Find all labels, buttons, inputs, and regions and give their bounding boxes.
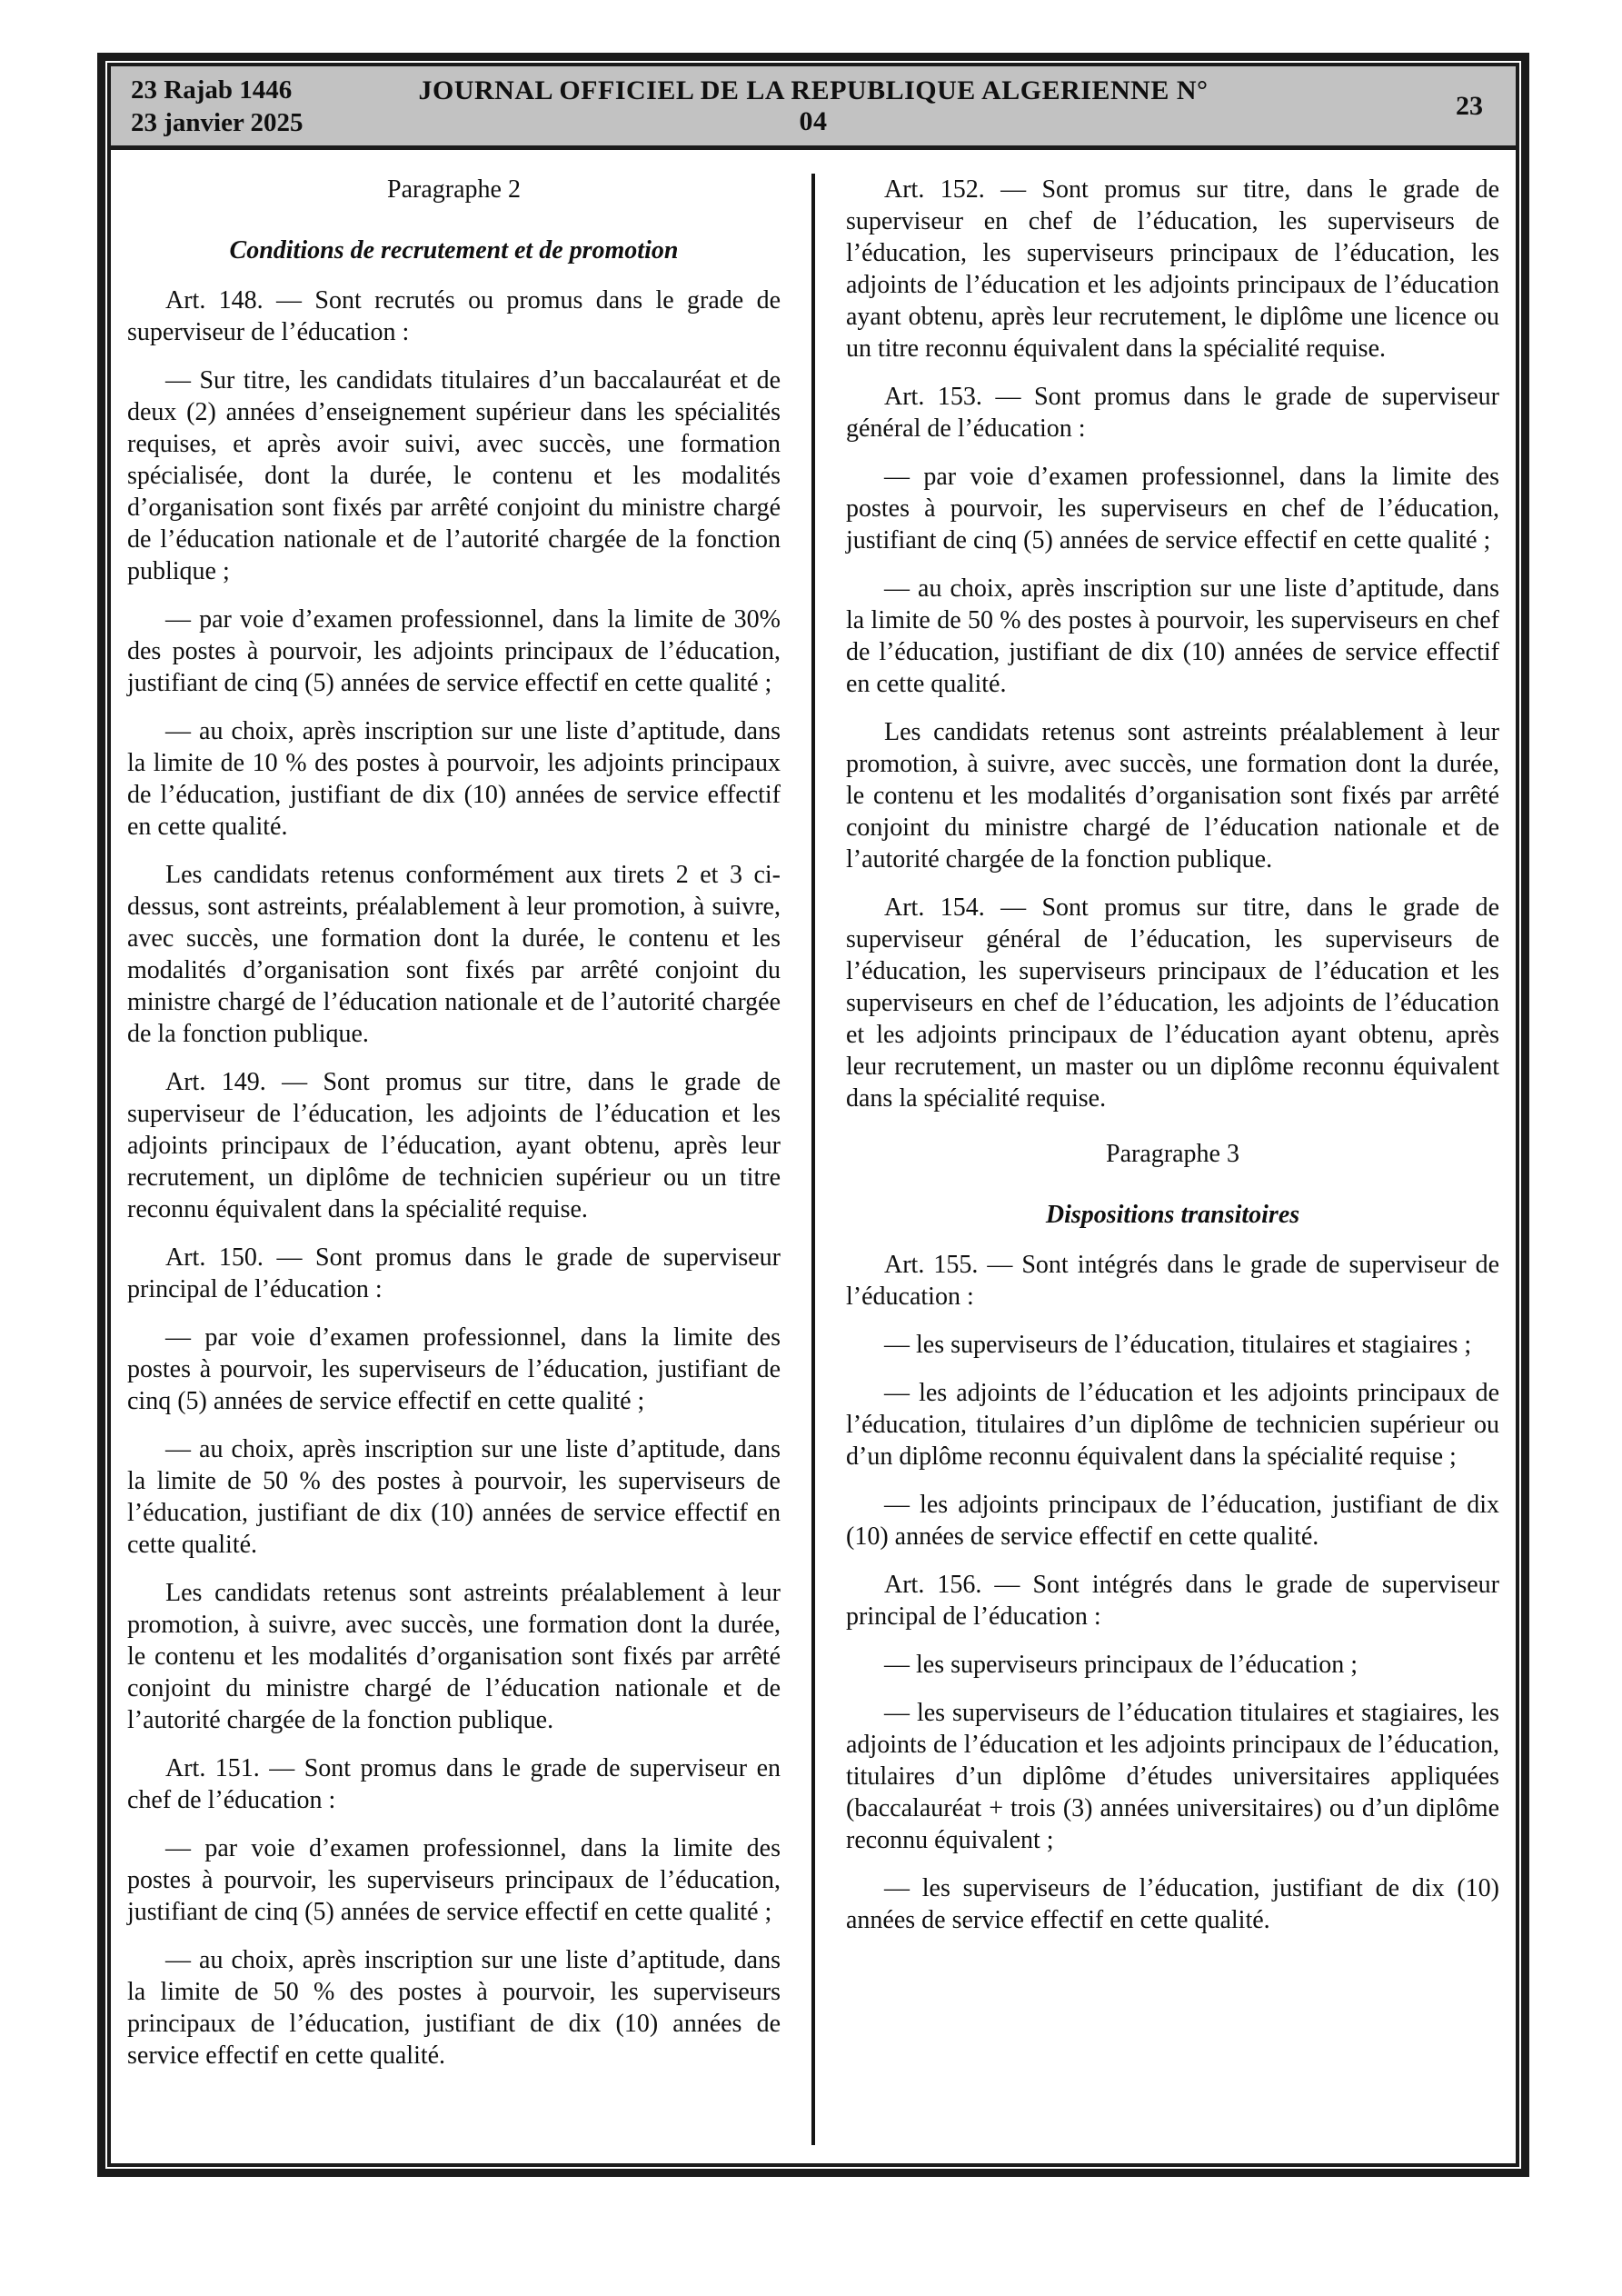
article-156-tiret-2: — les superviseurs de l’éducation titulaires et stagiaires, les adjoints de l’éducation et les adjoints principaux de l’éducation, titulaires d’un diplôme d’études universitaires appliquées (baccalauréat + trois (3) années universitaires) ou d’un diplôme reconnu équivalent ; [846,1699,1499,1854]
article-151-tiret-1: — par voie d’examen professionnel, dans la limite des postes à pourvoir, les superviseurs principaux de l’éducation, justifiant de cinq (5) années de service effectif en cette qualité ; [127,1834,781,1926]
left-column [127,174,781,2145]
article-155-tiret-2: — les adjoints de l’éducation et les adjoints principaux de l’éducation, titulaires d’un diplôme de technicien supérieur ou d’un diplôme reconnu équivalent dans la spécialité requise ; [846,1379,1499,1471]
page-number: 23 [1456,90,1483,121]
article-150-alinea: Les candidats retenus sont astreints préalablement à leur promotion, à suivre, avec succès, une formation dont la durée, le contenu et les modalités d’organisation sont fixés par arrêté conjoint du ministre chargé de l’éducation nationale et de l’autorité chargée de la fonction publique. [127,1579,781,1734]
article-149: Art. 149. — Sont promus sur titre, dans le grade de superviseur de l’éducation, les adjoints de l’éducation et les adjoints principaux de l’éducation, ayant obtenu, après leur recrutement, un diplôme de technicien supérieur ou un titre reconnu équivalent dans la spécialité requise. [127,1068,781,1223]
paragraphe-2-heading: Paragraphe 2 [387,175,521,204]
article-151-tiret-2: — au choix, après inscription sur une liste d’aptitude, dans la limite de 50 % des postes à pourvoir, les superviseurs principaux de l’éducation, justifiant de dix (10) années de service effectif en cette qualité. [127,1946,781,2070]
article-148-tiret-3: — au choix, après inscription sur une liste d’aptitude, dans la limite de 10 % des postes à pourvoir, les adjoints principaux de l’éducation, justifiant de dix (10) années de service effectif en cette qualité. [127,717,781,841]
article-154: Art. 154. — Sont promus sur titre, dans le grade de superviseur général de l’éducation, les superviseurs de l’éducation, les superviseurs principaux de l’éducation et les superviseurs en chef de l’éducation, les adjoints de l’éducation et les adjoints principaux de l’éducation ayant obtenu, après leur recrutement, un master ou un diplôme reconnu équivalent dans la spécialité requise. [846,893,1499,1113]
article-148-tiret-1: — Sur titre, les candidats titulaires d’un baccalauréat et de deux (2) années d’enseignement supérieur dans les spécialités requises, et après avoir suivi, avec succès, une formation spécialisée, dont la durée, le contenu et les modalités d’organisation sont fixés par arrêté conjoint du ministre chargé de l’éducation nationale et de l’autorité chargée de la fonction publique ; [127,366,781,585]
masthead [111,66,1516,150]
column-divider [811,174,815,2145]
article-155: Art. 155. — Sont intégrés dans le grade de superviseur de l’éducation : [846,1251,1499,1311]
article-153-tiret-1: — par voie d’examen professionnel, dans la limite des postes à pourvoir, les superviseurs en chef de l’éducation, justifiant de cinq (5) années de service effectif en cette qualité ; [846,463,1499,554]
article-156-tiret-1: — les superviseurs principaux de l’éducation ; [884,1651,1358,1679]
article-155-tiret-1: — les superviseurs de l’éducation, titulaires et stagiaires ; [884,1331,1472,1359]
article-155-tiret-3: — les adjoints principaux de l’éducation, justifiant de dix (10) années de service effectif en cette qualité. [846,1491,1499,1551]
article-150-tiret-2: — au choix, après inscription sur une liste d’aptitude, dans la limite de 50 % des postes à pourvoir, les superviseurs de l’éducation, justifiant de dix (10) années de service effectif en cette qualité. [127,1435,781,1559]
article-156: Art. 156. — Sont intégrés dans le grade de superviseur principal de l’éducation : [846,1571,1499,1631]
date-hijri: 23 Rajab 1446 [131,75,293,105]
article-148-alinea: Les candidats retenus conformément aux tirets 2 et 3 ci-dessus, sont astreints, préalablement à leur promotion, à suivre, avec succès, une formation dont la durée, le contenu et les modalités d’organisation sont fixés par arrêté conjoint du ministre chargé de l’éducation nationale et de l’autorité chargée de la fonction publique. [127,861,781,1048]
journal-title: JOURNAL OFFICIEL DE LA REPUBLIQUE ALGERIENNE N° 04 [418,75,1209,136]
article-151: Art. 151. — Sont promus dans le grade de superviseur en chef de l’éducation : [127,1754,781,1814]
article-150-tiret-1: — par voie d’examen professionnel, dans la limite des postes à pourvoir, les superviseurs de l’éducation, justifiant de cinq (5) années de service effectif en cette qualité ; [127,1323,781,1415]
article-152: Art. 152. — Sont promus sur titre, dans le grade de superviseur en chef de l’éducation, les superviseurs de l’éducation, les superviseurs principaux de l’éducation, les adjoints de l’éducation et les adjoints principaux de l’éducation ayant obtenu, après leur recrutement, le diplôme une licence ou un titre reconnu équivalent dans la spécialité requise. [846,175,1499,363]
article-153-tiret-2: — au choix, après inscription sur une liste d’aptitude, dans la limite de 50 % des postes à pourvoir, les superviseurs en chef de l’éducation, justifiant de dix (10) années de service effectif en cette qualité. [846,574,1499,698]
article-153-alinea: Les candidats retenus sont astreints préalablement à leur promotion, à suivre, avec succès, une formation dont la durée, le contenu et les modalités d’organisation sont fixés par arrêté conjoint du ministre chargé de l’éducation nationale et de l’autorité chargée de la fonction publique. [846,718,1499,873]
date-gregorian: 23 janvier 2025 [131,107,304,137]
paragraphe-3-heading: Paragraphe 3 [1106,1140,1239,1168]
section-title-recrutement: Conditions de recrutement et de promotion [229,236,679,265]
article-156-tiret-3: — les superviseurs de l’éducation, justifiant de dix (10) années de service effectif en cette qualité. [846,1874,1499,1934]
article-153: Art. 153. — Sont promus dans le grade de superviseur général de l’éducation : [846,383,1499,443]
right-column [846,174,1499,2145]
article-148-tiret-2: — par voie d’examen professionnel, dans la limite de 30% des postes à pourvoir, les adjoints principaux de l’éducation, justifiant de cinq (5) années de service effectif en cette qualité ; [127,605,781,697]
masthead-dates [131,74,403,139]
article-150: Art. 150. — Sont promus dans le grade de superviseur principal de l’éducation : [127,1243,781,1303]
page-frame-outer [97,53,1529,2177]
page-content [111,150,1516,2163]
page-frame-inner [107,63,1519,2167]
article-148: Art. 148. — Sont recrutés ou promus dans le grade de superviseur de l’éducation : [127,286,781,346]
section-title-transitoires: Dispositions transitoires [1045,1201,1300,1229]
